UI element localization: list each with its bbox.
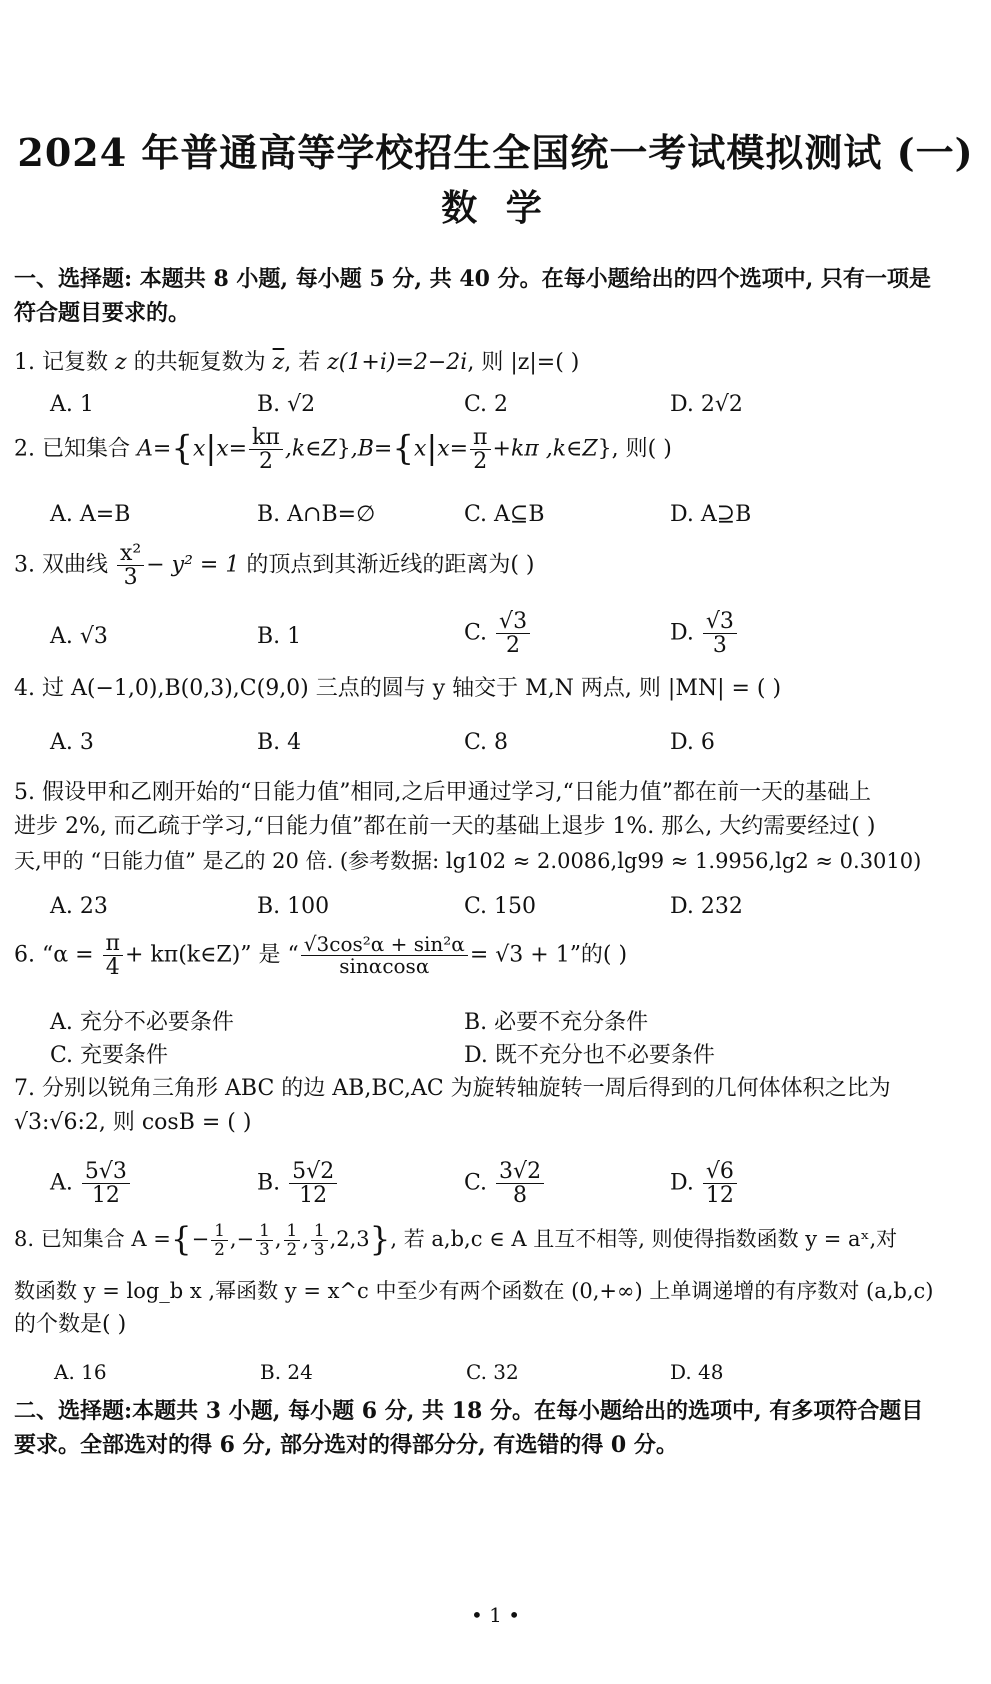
page-number: • 1 •	[470, 1603, 521, 1627]
question-number: 1.	[14, 350, 35, 375]
q7-option-d	[670, 1160, 739, 1207]
brace-open: {	[392, 428, 415, 469]
frac-den: 8	[513, 1183, 528, 1209]
q1-option-c: C. 2	[464, 392, 509, 417]
q8-frac-3	[284, 1222, 301, 1258]
q2-setb-pre: ,B=	[350, 436, 393, 462]
q8-option-a: A. 16	[54, 1360, 107, 1384]
q6-fraction-1	[103, 932, 123, 979]
subject-title: 数 学	[441, 187, 550, 229]
question-number: 8.	[14, 1227, 35, 1251]
frac-den: 2	[473, 449, 488, 475]
q4-text: 过 A(−1,0),B(0,3),C(9,0) 三点的圆与 y 轴交于 M,N 两点, 则 |MN| = ( )	[42, 676, 782, 701]
option-label: C.	[464, 1170, 488, 1196]
q1-text-a: 记复数	[42, 350, 109, 375]
q2-seta-var: x	[193, 436, 206, 462]
frac-num: √3cos²α + sin²α	[301, 934, 468, 956]
q4-option-b: B. 4	[257, 730, 302, 755]
q8-option-b: B. 24	[260, 1360, 313, 1384]
q3-eq-tail: − y² = 1	[146, 552, 240, 578]
frac-num: 1	[284, 1222, 301, 1241]
section1-heading-line1: 一、选择题: 本题共 8 小题, 每小题 5 分, 共 40 分。在每小题给出的四个选项中, 只有一项是	[14, 266, 931, 292]
q2-setb-var: x	[414, 436, 427, 462]
frac-num: 3√2	[496, 1160, 544, 1184]
question-8-line1	[14, 1222, 897, 1259]
q2-text-a: 已知集合	[42, 436, 131, 462]
frac-den: 2	[258, 449, 273, 475]
question-number: 6.	[14, 942, 35, 968]
q1-ask: |z|=( )	[510, 350, 580, 375]
question-6	[14, 932, 627, 979]
exam-title: 2024 年普通高等学校招生全国统一考试模拟测试 (一)	[17, 130, 974, 175]
q6-post: = √3 + 1”的( )	[469, 942, 628, 968]
question-7-line1	[14, 1072, 891, 1106]
frac-num: √6	[703, 1160, 737, 1184]
frac-den: 3	[313, 1239, 325, 1259]
q2-seta-eq: x=	[216, 436, 248, 462]
q3-fraction	[117, 542, 144, 589]
q3-text-a: 双曲线	[42, 552, 109, 578]
frac-num: π	[103, 932, 123, 956]
q2-option-a: A. A=B	[50, 502, 131, 527]
section2-heading-line1: 二、选择题:本题共 3 小题, 每小题 6 分, 共 18 分。在每小题给出的选项中, 有多项符合题目	[14, 1398, 924, 1424]
question-7-line2: √3:√6:2, 则 cosB = ( )	[14, 1110, 252, 1135]
q2-seta-tail: ,k∈Z	[284, 436, 337, 462]
frac-den: 12	[705, 1183, 734, 1209]
q8-pre: 已知集合 A =	[40, 1227, 171, 1251]
q6-option-b: B. 必要不充分条件	[464, 1010, 649, 1035]
q1-z: z	[115, 350, 127, 375]
q2-setb-eq: x=	[437, 436, 469, 462]
option-label: D.	[670, 620, 694, 646]
frac-den: 2	[214, 1239, 225, 1259]
option-fraction	[289, 1160, 337, 1207]
q8-sep: ,	[274, 1227, 282, 1251]
question-5-line1	[14, 776, 871, 810]
question-8-line3: 的个数是( )	[14, 1312, 127, 1337]
q5-line1: 假设甲和乙刚开始的“日能力值”相同,之后甲通过学习,“日能力值”都在前一天的基础上	[42, 780, 871, 805]
q2-option-c: C. A⊆B	[464, 502, 545, 527]
q7-option-a	[50, 1160, 132, 1207]
q8-frac-4	[311, 1222, 328, 1258]
q5-option-c: C. 150	[464, 894, 537, 919]
question-3	[14, 542, 535, 589]
q1-zbar: $\overline{z}$	[272, 350, 285, 375]
q3-text-b: 的顶点到其渐近线的距离为( )	[246, 552, 535, 578]
section1-heading-line2: 符合题目要求的。	[14, 300, 191, 326]
brace-open: {	[170, 1220, 192, 1258]
q2-option-d: D. A⊇B	[670, 502, 752, 527]
frac-den: 3	[712, 633, 727, 659]
frac-den: 3	[123, 565, 138, 591]
frac-den: sinαcosα	[339, 954, 430, 979]
option-label: D.	[670, 1170, 694, 1196]
q2-setb-tail: +kπ ,k∈Z	[492, 436, 598, 462]
q8-sep: ,−	[229, 1227, 255, 1251]
set-bar: |	[205, 428, 217, 467]
brace-close: }	[369, 1220, 391, 1258]
frac-num: π	[470, 426, 490, 450]
question-4	[14, 672, 781, 706]
question-number: 2.	[14, 436, 35, 462]
q8-tail-items: ,2,3	[329, 1227, 370, 1251]
q1-equation: z(1+i)=2−2i	[327, 350, 468, 375]
q3-option-c	[464, 610, 532, 657]
option-fraction	[82, 1160, 130, 1207]
q6-option-c: C. 充要条件	[50, 1043, 169, 1068]
frac-den: 12	[91, 1183, 120, 1209]
q6-option-d: D. 既不充分也不必要条件	[464, 1043, 715, 1068]
section2-heading-line2: 要求。全部选对的得 6 分, 部分选对的得部分分, 有选错的得 0 分。	[14, 1432, 678, 1458]
option-fraction	[703, 610, 737, 657]
q8-line1-tail: , 若 a,b,c ∈ A 且互不相等, 则使得指数函数 y = aˣ,对	[390, 1227, 898, 1251]
question-number: 5.	[14, 780, 35, 805]
frac-den: 2	[506, 633, 521, 659]
frac-den: 3	[259, 1239, 270, 1259]
q6-pre: “α =	[42, 942, 94, 968]
q1-option-b: B. √2	[257, 392, 316, 417]
frac-num: 5√3	[82, 1160, 130, 1184]
question-8-line2: 数函数 y = log_b x ,幂函数 y = x^c 中至少有两个函数在 (0,+∞) 上单调递增的有序数对 (a,b,c)	[14, 1279, 934, 1303]
q1-option-a: A. 1	[50, 392, 94, 417]
q8-frac-2	[256, 1222, 273, 1258]
q7-option-b	[257, 1160, 339, 1207]
q1-text-b: 的共轭复数为	[133, 350, 266, 375]
question-number: 7.	[14, 1076, 35, 1101]
q6-option-a: A. 充分不必要条件	[50, 1010, 234, 1035]
q2-seta-pre: A=	[137, 436, 172, 462]
q1-option-d: D. 2√2	[670, 392, 743, 417]
q5-option-a: A. 23	[50, 894, 108, 919]
frac-num: kπ	[249, 426, 283, 450]
frac-den: 2	[286, 1239, 298, 1259]
q7-line1: 分别以锐角三角形 ABC 的边 AB,BC,AC 为旋转轴旋转一周后得到的几何体体积之比为	[42, 1076, 891, 1101]
question-number: 4.	[14, 676, 35, 701]
q8-option-c: C. 32	[466, 1360, 519, 1384]
q2-setb-fraction	[470, 426, 490, 473]
option-label: A.	[50, 1170, 73, 1196]
q5-option-d: D. 232	[670, 894, 743, 919]
q3-option-d	[670, 610, 739, 657]
question-2: 2. 已知集合 A={x|x= $\frac{k\pi}{2}$ ,k∈Z},B={x|x= $\frac{\pi}{2}$ +kπ ,k∈Z}, 则( )	[14, 425, 672, 475]
option-fraction	[703, 1160, 737, 1207]
q8-option-d: D. 48	[670, 1360, 724, 1384]
q4-option-d: D. 6	[670, 730, 715, 755]
q1-text-c: , 若	[284, 350, 321, 375]
q3-option-a: A. √3	[50, 624, 108, 649]
question-number: 3.	[14, 552, 35, 578]
frac-num: √3	[703, 610, 737, 634]
q7-option-c	[464, 1160, 546, 1207]
q3-option-b: B. 1	[257, 624, 302, 649]
question-5-line3: 天,甲的 “日能力值” 是乙的 20 倍. (参考数据: lg102 ≈ 2.0086,lg99 ≈ 1.9956,lg2 ≈ 0.3010)	[14, 849, 922, 873]
question-1	[14, 346, 579, 380]
option-label: C.	[464, 620, 488, 646]
frac-num: 1	[311, 1222, 328, 1241]
set-bar: |	[426, 428, 438, 467]
frac-num: 1	[256, 1222, 273, 1241]
q8-minus: −	[191, 1227, 210, 1251]
frac-den: 4	[105, 955, 120, 981]
question-5-line2: 进步 2%, 而乙疏于学习,“日能力值”都在前一天的基础上退步 1%. 那么, 大约需要经过( )	[14, 814, 876, 839]
q2-option-b: B. A∩B=∅	[257, 502, 376, 527]
frac-num: 1	[211, 1222, 228, 1241]
q2-seta-fraction	[249, 426, 283, 473]
option-fraction	[496, 610, 530, 657]
q1-text-d: , 则	[467, 350, 504, 375]
q4-option-c: C. 8	[464, 730, 509, 755]
q4-option-a: A. 3	[50, 730, 94, 755]
frac-num: √3	[496, 610, 530, 634]
frac-num: x²	[117, 542, 144, 566]
frac-num: 5√2	[289, 1160, 337, 1184]
q8-frac-1	[211, 1222, 228, 1258]
option-fraction	[496, 1160, 544, 1207]
q8-sep: ,	[302, 1227, 309, 1251]
option-label: B.	[257, 1170, 281, 1196]
q5-option-b: B. 100	[257, 894, 330, 919]
frac-den: 12	[299, 1183, 328, 1209]
q6-fraction-2	[301, 934, 468, 977]
q2-text-end: , 则( )	[611, 436, 672, 462]
brace-open: {	[171, 428, 194, 469]
q6-mid: + kπ(k∈Z)” 是 “	[125, 942, 299, 968]
